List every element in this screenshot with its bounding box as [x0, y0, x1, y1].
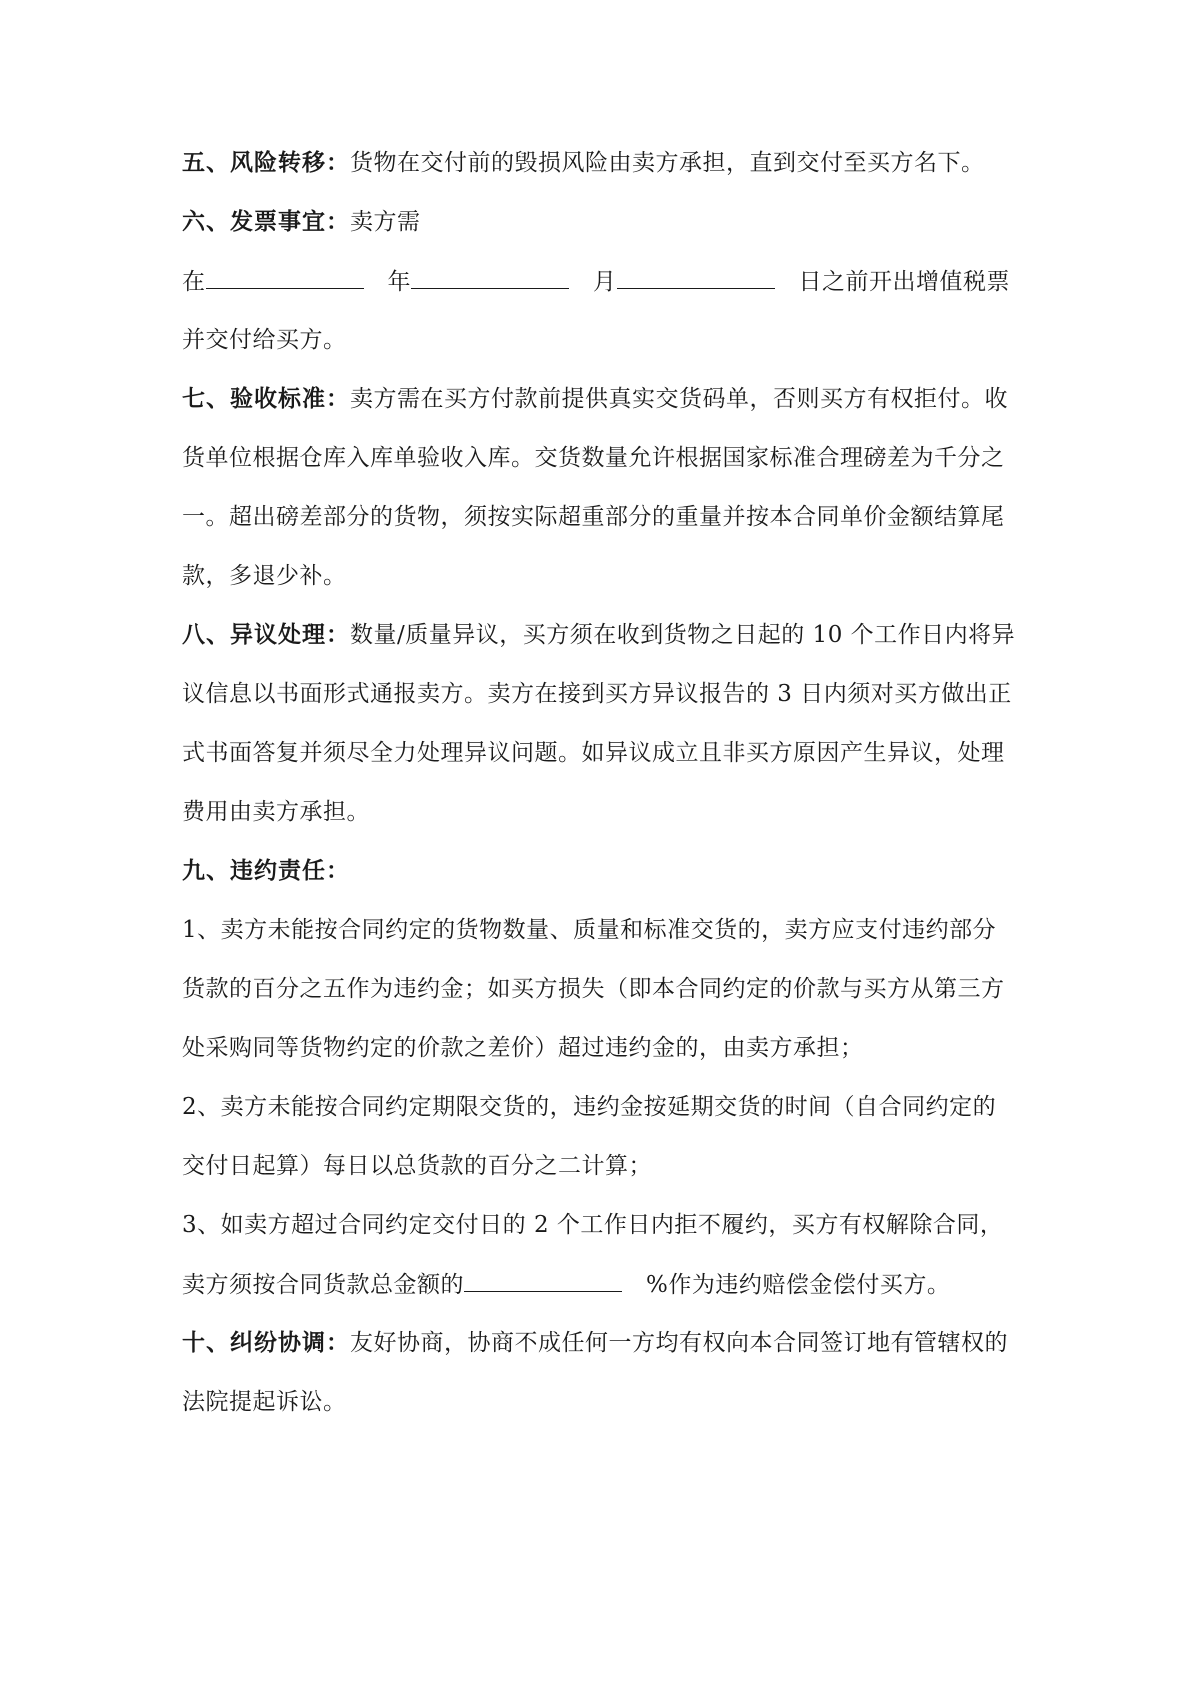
month-blank	[411, 266, 569, 289]
percent-suffix: %作为违约赔偿金偿付买方。	[646, 1272, 951, 1298]
section-8-line-4: 费用由卖方承担。	[182, 799, 370, 825]
section-5-heading: 五、风险转移：	[182, 150, 350, 176]
section-9-item-1-a: 1、卖方未能按合同约定的货物数量、质量和标准交货的，卖方应支付违约部分	[182, 917, 997, 943]
year-blank	[206, 266, 364, 289]
section-10-line	[182, 1328, 1022, 1358]
section-8-text: 数量/质量异议，买方须在收到货物之日起的 10 个工作日内将异	[350, 622, 1016, 648]
section-6-heading: 六、发票事宜：	[182, 209, 350, 235]
percent-prefix: 卖方须按合同货款总金额的	[182, 1272, 464, 1298]
section-9-item-1-c: 处采购同等货物约定的价款之差价）超过违约金的，由卖方承担；	[182, 1035, 864, 1061]
section-9-item-3-a: 3、如卖方超过合同约定交付日的 2 个工作日内拒不履约，买方有权解除合同，	[182, 1212, 1004, 1238]
section-6-text: 卖方需	[350, 209, 421, 235]
day-suffix: 日之前开出增值税票	[798, 269, 1010, 295]
section-6-line	[182, 207, 1022, 237]
section-9-item-1-b: 货款的百分之五作为违约金；如买方损失（即本合同约定的价款与买方从第三方	[182, 976, 1005, 1002]
section-9-heading: 九、违约责任：	[182, 858, 350, 884]
section-9-line	[182, 856, 1022, 886]
section-7-line-2: 货单位根据仓库入库单验收入库。交货数量允许根据国家标准合理磅差为千分之	[182, 445, 1005, 471]
percent-blank	[464, 1269, 622, 1292]
section-6-line-3: 并交付给买方。	[182, 327, 347, 353]
section-6-date-line	[182, 266, 1022, 297]
section-10-heading: 十、纠纷协调：	[182, 1330, 350, 1356]
section-7-text: 卖方需在买方付款前提供真实交货码单，否则买方有权拒付。收	[350, 386, 1008, 412]
month-label: 月	[593, 269, 617, 295]
year-label: 年	[387, 269, 411, 295]
section-7-line	[182, 384, 1022, 414]
section-8-heading: 八、异议处理：	[182, 622, 350, 648]
section-9-item-2-a: 2、卖方未能按合同约定期限交货的，违约金按延期交货的时间（自合同约定的	[182, 1094, 997, 1120]
day-blank	[617, 266, 775, 289]
section-7-heading: 七、验收标准：	[182, 386, 350, 412]
section-8-line-2: 议信息以书面形式通报卖方。卖方在接到买方异议报告的 3 日内须对买方做出正	[182, 681, 1012, 707]
section-10-text: 友好协商，协商不成任何一方均有权向本合同签订地有管辖权的	[350, 1330, 1008, 1356]
section-9-item-2-b: 交付日起算）每日以总货款的百分之二计算；	[182, 1153, 652, 1179]
section-7-line-4: 款，多退少补。	[182, 563, 347, 589]
section-8-line	[182, 620, 1022, 650]
date-prefix: 在	[182, 269, 206, 295]
section-10-line-2: 法院提起诉讼。	[182, 1389, 347, 1415]
section-7-line-3: 一。超出磅差部分的货物，须按实际超重部分的重量并按本合同单价金额结算尾	[182, 504, 1005, 530]
section-9-item-3-b	[182, 1269, 1022, 1300]
section-8-line-3: 式书面答复并须尽全力处理异议问题。如异议成立且非买方原因产生异议，处理	[182, 740, 1005, 766]
section-5-line	[182, 148, 1022, 178]
section-5-text: 货物在交付前的毁损风险由卖方承担，直到交付至买方名下。	[350, 150, 985, 176]
